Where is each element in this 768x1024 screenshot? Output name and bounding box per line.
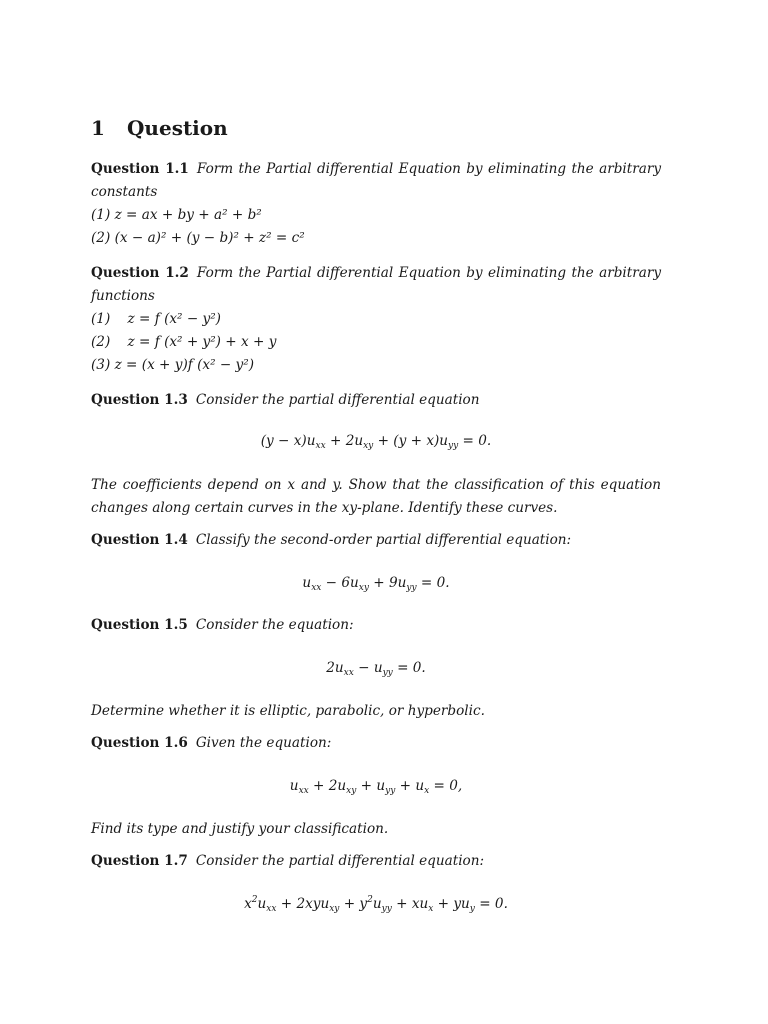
section-heading bbox=[91, 116, 228, 140]
question-item: (1) z = ax + by + a² + b² bbox=[91, 207, 262, 223]
question-1-3 bbox=[91, 389, 661, 412]
question-item: (1) z = f (x² − y²) bbox=[91, 311, 221, 327]
equation-1-4: $u_{xx} - 6u_{xy} + 9u_{yy} = 0$. bbox=[302, 575, 450, 593]
question-1-1 bbox=[91, 158, 661, 250]
question-item: (2) (x − a)² + (y − b)² + z² = c² bbox=[91, 230, 305, 246]
question-1-5-followup bbox=[91, 700, 661, 723]
question-label: Question 1.2 bbox=[91, 265, 189, 281]
question-label: Question 1.5 bbox=[91, 617, 188, 633]
section-title: Question bbox=[127, 116, 228, 140]
question-text: Form the Partial differential Equation by eliminating the arbitrary functions bbox=[91, 265, 662, 304]
question-text: Consider the partial differential equation bbox=[195, 392, 480, 408]
question-label: Question 1.4 bbox=[91, 532, 188, 548]
question-1-3-followup bbox=[91, 474, 661, 520]
question-item: (3) z = (x + y)f (x² − y²) bbox=[91, 357, 254, 373]
question-item: (2) z = f (x² + y²) + x + y bbox=[91, 334, 277, 350]
question-followup: Find its type and justify your classification. bbox=[91, 821, 389, 837]
question-1-6 bbox=[91, 732, 661, 755]
question-text: Consider the equation: bbox=[195, 617, 354, 633]
question-1-7 bbox=[91, 850, 661, 873]
question-text: Consider the partial differential equation: bbox=[195, 853, 485, 869]
question-label: Question 1.6 bbox=[91, 735, 188, 751]
equation-1-5: $2u_{xx} - u_{yy} = 0$. bbox=[326, 660, 426, 678]
question-1-5 bbox=[91, 614, 661, 637]
question-text: Form the Partial differential Equation by eliminating the arbitrary constants bbox=[91, 161, 662, 200]
question-text: Given the equation: bbox=[195, 735, 332, 751]
question-1-6-followup bbox=[91, 818, 661, 841]
question-1-2 bbox=[91, 262, 661, 377]
equation-1-6: $u_{xx} + 2u_{xy} + u_{yy} + u_x = 0$, bbox=[289, 778, 463, 796]
question-followup: Determine whether it is elliptic, parabolic, or hyperbolic. bbox=[91, 703, 485, 719]
equation-1-3: $(y - x)u_{xx} + 2u_{xy} + (y + x)u_{yy} = 0$. bbox=[260, 433, 492, 451]
section-number: 1 bbox=[91, 116, 105, 140]
question-label: Question 1.1 bbox=[91, 161, 189, 177]
question-followup: The coefficients depend on x and y. Show that the classification of this equation changes along certain curves in the xy-plane. Identify these curves. bbox=[91, 477, 661, 516]
question-text: Classify the second-order partial differential equation: bbox=[195, 532, 572, 548]
question-label: Question 1.7 bbox=[91, 853, 188, 869]
question-1-4 bbox=[91, 529, 661, 552]
equation-1-7: $x^2u_{xx} + 2xyu_{xy} + y^2u_{yy} + xu_x + yu_y = 0$. bbox=[244, 895, 508, 914]
question-label: Question 1.3 bbox=[91, 392, 188, 408]
